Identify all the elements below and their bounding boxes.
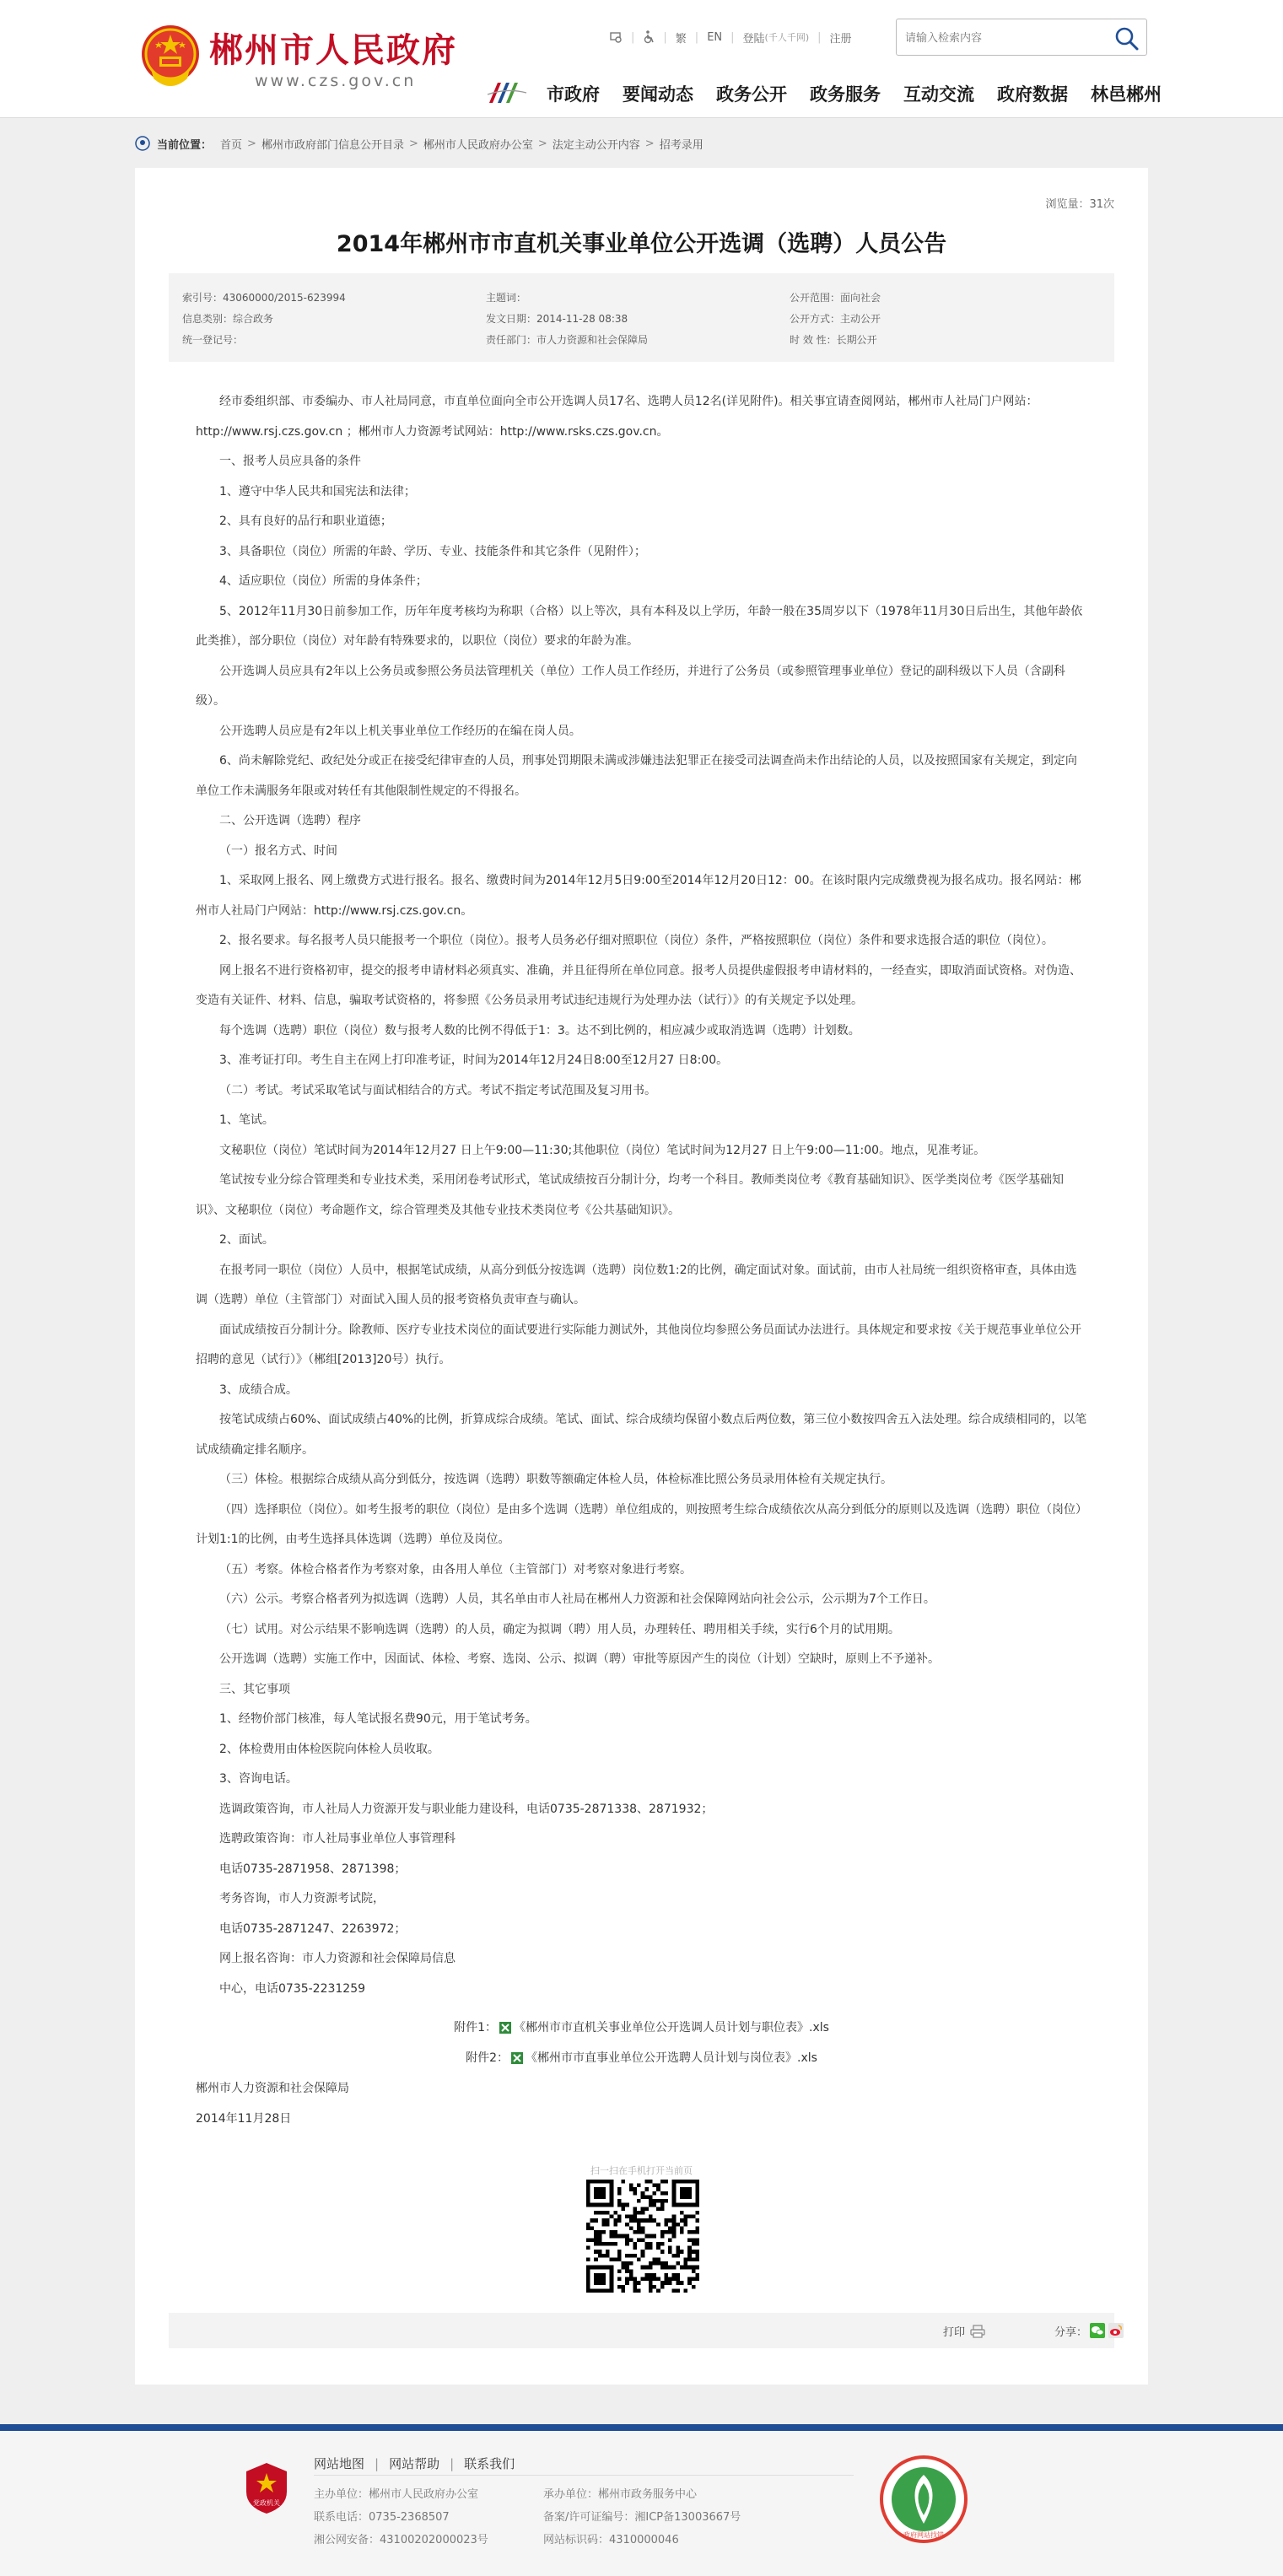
paragraph: 每个选调（选聘）职位（岗位）数与报考人数的比例不得低于1：3。达不到比例的，相应减少或取消选调（选聘）计划数。 [219, 1023, 860, 1037]
search-input[interactable] [905, 28, 1108, 48]
excel-file-icon [510, 2051, 524, 2065]
view-count: 浏览量：31次 [1045, 198, 1114, 211]
footer-bar [0, 2424, 1283, 2431]
paragraph: （一）报名方式、时间 [219, 843, 337, 858]
attachments [135, 2013, 1148, 2073]
search-box [896, 19, 1147, 56]
paragraph: 2、面试。 [219, 1233, 274, 1247]
article-body [196, 387, 1088, 2004]
paragraph: （四）选择职位（岗位）。如考生报考的职位（岗位）是由多个选调（选聘）单位组成的，则按照考生综合成绩依次从高分到低分的原则以及选调（选聘）职位（岗位）计划1:1的比例，由考生选择具体选调（选聘）单位及岗位。 [196, 1502, 1087, 1546]
location-pin-icon [135, 136, 150, 151]
nav-item-services[interactable]: 政务服务 [810, 84, 881, 105]
weibo-share-icon[interactable] [1108, 2323, 1124, 2338]
main-nav [547, 81, 1162, 106]
qr-code-icon [586, 2180, 699, 2293]
breadcrumb-statutory[interactable]: 法定主动公开内容 [552, 138, 640, 152]
paragraph: 笔试按专业分综合管理类和专业技术类，采用闭卷考试形式，笔试成绩按百分制计分，均考一个科目。教师类岗位考《教育基础知识》、医学类岗位考《医学基础知识》、文秘职位（岗位）考命题作文，综合管理类及其他专业技术类岗位考《公共基础知识》。 [196, 1173, 1064, 1217]
meta-validity: 时 效 性：长期公开 [790, 334, 877, 346]
paragraph: 6、尚未解除党纪、政纪处分或正在接受纪律审查的人员，刑事处罚期限未满或涉嫌违法犯罪正在接受司法调查尚未作出结论的人员，以及按照国家有关规定，到定向单位工作未满服务年限或对转任有其他限制性规定的不得报名。 [196, 754, 1077, 798]
party-gov-badge-icon[interactable] [245, 2461, 288, 2515]
meta-department: 责任部门：市人力资源和社会保障局 [486, 334, 649, 346]
footer-contact-link[interactable]: 联系我们 [464, 2456, 515, 2471]
footer-links: 网站地图 | 网站帮助 | 联系我们 [314, 2455, 515, 2471]
breadcrumb-recruitment[interactable]: 招考录用 [659, 138, 703, 152]
paragraph: 1、采取网上报名、网上缴费方式进行报名。报名、缴费时间为2014年12月5日9:00至2014年12月20日12：00。在该时限内完成缴费视为报名成功。报名网站：郴州市人社局门户网站：http://www.rsj.czs.gov.cn。 [196, 874, 1081, 918]
paragraph: 2、体检费用由体检医院向体检人员收取。 [219, 1742, 439, 1756]
footer-help-link[interactable]: 网站帮助 [389, 2456, 440, 2471]
paragraph: 1、经物价部门核准，每人笔试报名费90元，用于笔试考务。 [219, 1712, 537, 1726]
meta-unified-code: 统一登记号： [182, 334, 244, 346]
paragraph: 1、笔试。 [219, 1113, 274, 1127]
share-bar [169, 2313, 1114, 2348]
paragraph: 电话0735-2871958、2871398； [219, 1862, 407, 1876]
paragraph: 3、咨询电话。 [219, 1772, 298, 1786]
national-emblem-icon[interactable] [139, 23, 202, 90]
qr-caption: 扫一扫在手机打开当前页 [590, 2165, 693, 2176]
paragraph: 按笔试成绩占60%、面试成绩占40%的比例，折算成综合成绩。笔试、面试、综合成绩均保留小数点后两位数，第三位小数按四舍五入法处理。综合成绩相同的，以笔试成绩确定排名顺序。 [196, 1413, 1087, 1457]
nav-item-news[interactable]: 要闻动态 [623, 84, 693, 105]
meta-subject: 主题词： [486, 292, 527, 304]
paragraph: 2、具有良好的品行和职业道德； [219, 515, 392, 528]
attachment-label: 附件2： [466, 2051, 509, 2065]
article-meta [169, 273, 1114, 362]
wechat-share-icon[interactable] [1090, 2323, 1105, 2338]
paragraph: 5、2012年11月30日前参加工作，历年年度考核均为称职（合格）以上等次，具有本科及以上学历，年龄一般在35周岁以下（1978年11月30日后出生，其他年龄依此类推），部分职位（岗位）对年龄有特殊要求的，以职位（岗位）要求的年龄为准。 [196, 604, 1083, 648]
paragraph: 电话0735-2871247、2263972； [219, 1921, 407, 1936]
meta-index-no: 索引号：43060000/2015-623994 [182, 292, 346, 304]
paragraph: （三）体检。根据综合成绩从高分到低分，按选调（选聘）职数等额确定体检人员，体检标准比照公务员录用体检有关规定执行。 [219, 1473, 892, 1486]
paragraph: 在报考同一职位（岗位）人员中，根据笔试成绩，从高分到低分按选调（选聘）岗位数1:2的比例，确定面试对象。面试前，由市人社局统一组织资格审查，具体由选调（选聘）单位（主管部门）对面试入围人员的报考资格负责审查与确认。 [196, 1263, 1077, 1307]
paragraph: 网上报名咨询：市人力资源和社会保障局信息 [219, 1952, 456, 1965]
badge-text: 党政机关 [253, 2499, 280, 2507]
footer-site-code: 网站标识码：4310000046 [543, 2534, 679, 2546]
footer-info [314, 2483, 887, 2552]
footer-contractor: 承办单位：郴州市政务服务中心 [543, 2488, 698, 2501]
jiucuo-text: 政府网站找错 [903, 2531, 944, 2539]
share-icons [1090, 2323, 1124, 2338]
paragraph: 1、遵守中华人民共和国宪法和法律； [219, 484, 416, 498]
breadcrumb-label: 当前位置： [157, 138, 213, 152]
paragraph: 三、其它事项 [219, 1682, 290, 1696]
attachment-item [135, 2013, 1148, 2043]
meta-method: 公开方式：主动公开 [790, 313, 881, 325]
attachment-link[interactable]: 《郴州市市直机关事业单位公开选调人员计划与职位表》.xls [514, 2021, 829, 2034]
paragraph: 一、报考人员应具备的条件 [219, 455, 361, 468]
breadcrumb-office[interactable]: 郴州市人民政府办公室 [423, 138, 533, 152]
traditional-chinese-link[interactable]: 繁 [675, 32, 687, 46]
accessibility-icon[interactable] [609, 30, 623, 44]
paragraph: 文秘职位（岗位）笔试时间为2014年12月27 日上午9:00—11:30;其他职位（岗位）笔试时间为12月27 日上午9:00—11:00。地点，见准考证。 [219, 1143, 986, 1157]
attachment-link[interactable]: 《郴州市市直事业单位公开选聘人员计划与岗位表》.xls [526, 2051, 817, 2065]
article-container [135, 168, 1148, 2385]
paragraph: （二）考试。考试采取笔试与面试相结合的方式。考试不指定考试范围及复习用书。 [219, 1083, 656, 1097]
breadcrumb-dept-catalog[interactable]: 郴州市政府部门信息公开目录 [261, 138, 404, 152]
meta-category: 信息类别：综合政务 [182, 313, 274, 325]
signature-date: 2014年11月28日 [196, 2112, 292, 2126]
print-label: 打印 [943, 2326, 966, 2339]
paragraph: 中心，电话0735-2231259 [219, 1981, 366, 1996]
footer-sitemap-link[interactable]: 网站地图 [314, 2456, 365, 2471]
register-link[interactable]: 注册 [829, 32, 852, 46]
website-error-report-icon[interactable] [879, 2455, 968, 2544]
paragraph: （七）试用。对公示结果不影响选调（选聘）的人员，确定为拟调（聘）用人员，办理转任、聘用相关手续，实行6个月的试用期。 [219, 1622, 900, 1636]
paragraph: 面试成绩按百分制计分。除教师、医疗专业技术岗位的面试要进行实际能力测试外，其他岗位均参照公务员面试办法进行。具体规定和要求按《关于规范事业单位公开招聘的意见（试行）》（郴组[2013]20号）执行。 [196, 1323, 1081, 1366]
paragraph: （五）考察。体检合格者作为考察对象，由各用人单位（主管部门）对考察对象进行考察。 [219, 1562, 692, 1576]
login-link[interactable]: 登陆 [742, 32, 765, 46]
site-name[interactable]: 郴州市人民政府 [209, 31, 457, 70]
excel-file-icon [499, 2021, 512, 2034]
paragraph: 考务咨询，市人力资源考试院， [219, 1892, 385, 1905]
paragraph: 公开选聘人员应是有2年以上机关事业单位工作经历的在编在岗人员。 [219, 724, 581, 738]
paragraph: 3、成绩合成。 [219, 1382, 298, 1397]
breadcrumb: 当前位置： 首页 > 郴州市政府部门信息公开目录 > 郴州市人民政府办公室 > 法定主动公开内容 > 招考录用 [135, 133, 703, 154]
paragraph: 选聘政策咨询：市人社局事业单位人事管理科 [219, 1832, 456, 1846]
nav-item-government[interactable]: 市政府 [547, 84, 600, 105]
paragraph: （六）公示。考察合格者列为拟选调（选聘）人员，其名单由市人社局在郴州人力资源和社会保障网站向社会公示，公示期为7个工作日。 [219, 1592, 935, 1606]
share-label: 分享： [1054, 2326, 1088, 2339]
nav-item-interaction[interactable]: 互动交流 [903, 84, 974, 105]
english-link[interactable]: EN [707, 30, 723, 44]
top-links: | | 繁 | EN | 登陆 (千人千网) | 注册 [609, 29, 852, 46]
signature [196, 2073, 349, 2134]
login-note: (千人千网) [764, 32, 810, 43]
meta-scope: 公开范围：面向社会 [790, 292, 881, 304]
nav-item-data[interactable]: 政府数据 [997, 84, 1068, 105]
attachment-item [135, 2043, 1148, 2073]
nav-item-gov-affairs[interactable]: 政务公开 [716, 84, 787, 105]
footer-sponsor: 主办单位：郴州市人民政府办公室 [314, 2488, 479, 2501]
nav-item-linyi-chenzhou[interactable]: 林邑郴州 [1091, 84, 1162, 105]
paragraph: 经市委组织部、市委编办、市人社局同意，市直单位面向全市公开选调人员17名、选聘人员12名(详见附件)。相关事宜请查阅网站，郴州市人社局门户网站：http://www.rsj.czs.gov.cn ；郴州市人力资源考试网站：http://www.rsks.czs.gov.cn。 [196, 395, 1038, 439]
wheelchair-icon[interactable] [643, 30, 655, 44]
footer-phone: 联系电话：0735-2368507 [314, 2511, 450, 2524]
paragraph: 网上报名不进行资格初审，提交的报考申请材料必须真实、准确，并且征得所在单位同意。报考人员提供虚假报考申请材料的，一经查实，即取消面试资格。对伪造、变造有关证件、材料、信息，骗取考试资格的，将参照《公务员录用考试违纪违规行为处理办法（试行）》的有关规定予以处理。 [196, 963, 1081, 1007]
site-url: www.czs.gov.cn [255, 72, 417, 90]
signature-org: 郴州市人力资源和社会保障局 [196, 2082, 349, 2095]
footer-icp[interactable]: 备案/许可证编号：湘ICP备13003667号 [543, 2511, 741, 2524]
site-footer [0, 2431, 1283, 2576]
attachment-label: 附件1： [454, 2021, 497, 2034]
paragraph: 公开选调（选聘）实施工作中，因面试、体检、考察、选岗、公示、拟调（聘）审批等原因产生的岗位（计划）空缺时，原则上不予递补。 [219, 1652, 940, 1666]
search-icon[interactable] [1113, 24, 1140, 51]
breadcrumb-home[interactable]: 首页 [220, 138, 243, 152]
paragraph: 二、公开选调（选聘）程序 [219, 814, 361, 827]
paragraph: 2、报名要求。每名报考人员只能报考一个职位（岗位）。报考人员务必仔细对照职位（岗位）条件，严格按照职位（岗位）条件和要求选报合适的职位（岗位）。 [219, 934, 1054, 947]
printer-icon [970, 2325, 985, 2338]
meta-date: 发文日期：2014-11-28 08:38 [486, 313, 628, 325]
footer-divider [314, 2475, 854, 2476]
page-title: 2014年郴州市市直机关事业单位公开选调（选聘）人员公告 [336, 231, 947, 257]
nav-decoration-icon [486, 78, 528, 108]
paragraph: 公开选调人员应具有2年以上公务员或参照公务员法管理机关（单位）工作人员工作经历，并进行了公务员（或参照管理事业单位）登记的副科级以下人员（含副科级）。 [196, 664, 1065, 708]
paragraph: 3、准考证打印。考生自主在网上打印准考证，时间为2014年12月24日8:00至12月27 日8:00。 [219, 1054, 729, 1067]
footer-police[interactable]: 湘公网安备：43100202000023号 [314, 2534, 488, 2546]
paragraph: 4、适应职位（岗位）所需的身体条件； [219, 574, 428, 588]
print-button[interactable] [943, 2323, 985, 2339]
paragraph: 选调政策咨询，市人社局人力资源开发与职业能力建设科，电话0735-2871338、2871932； [219, 1802, 714, 1816]
paragraph: 3、具备职位（岗位）所需的年龄、学历、专业、技能条件和其它条件（见附件）； [219, 544, 646, 558]
site-header [0, 0, 1283, 118]
